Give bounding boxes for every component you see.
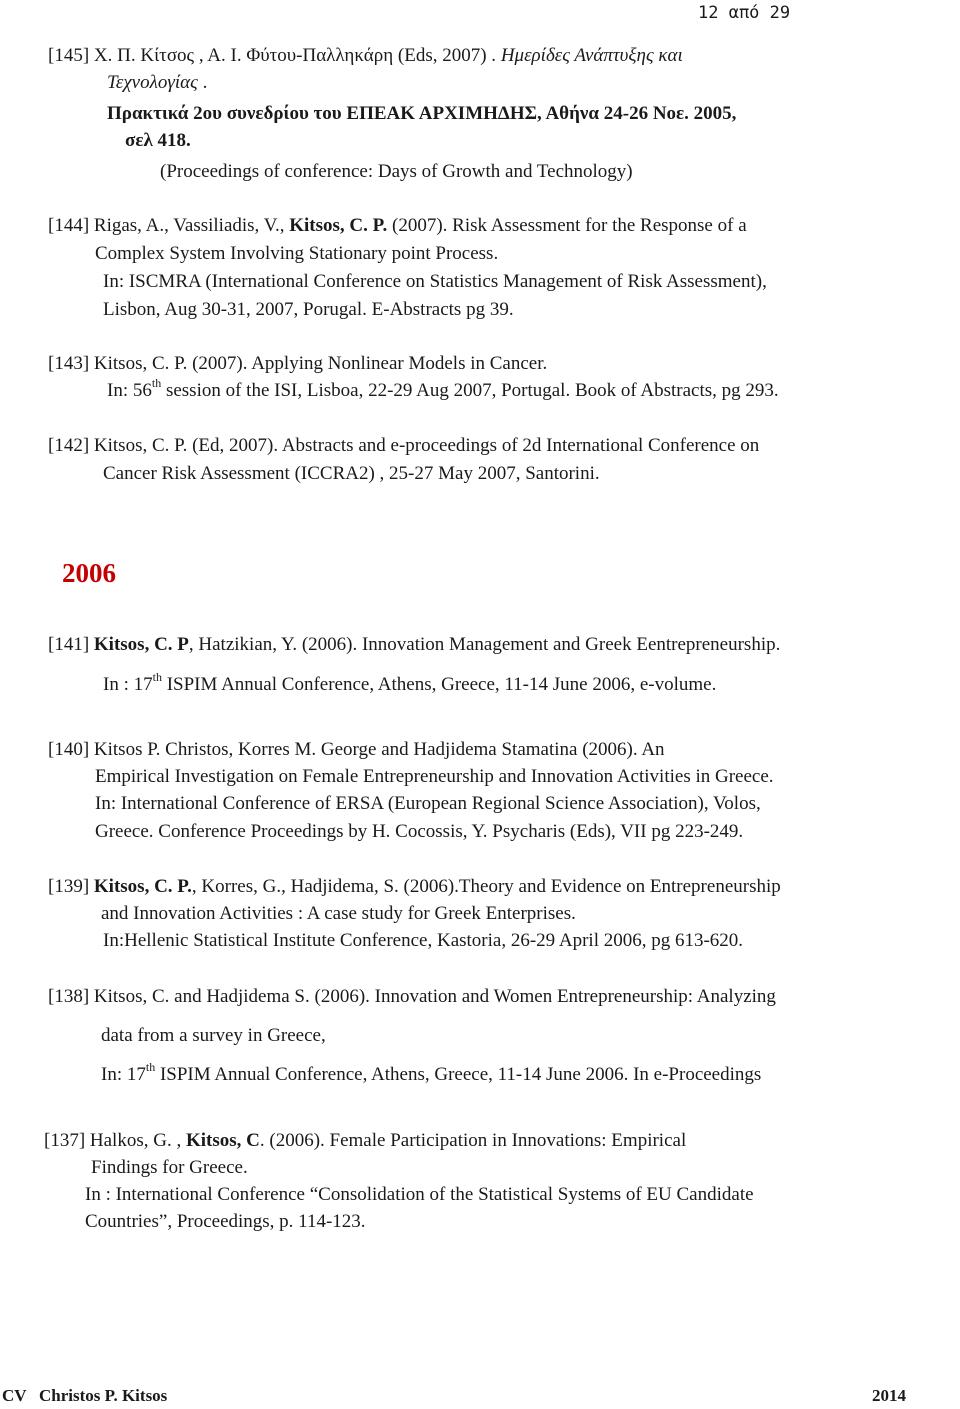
reference-140-line4: Greece. Conference Proceedings by H. Cocossis, Y. Psycharis (Eds), VII pg 223-249. <box>95 821 744 842</box>
ref-number: [139] <box>48 876 90 897</box>
ref-number: [142] <box>48 435 90 456</box>
footer-year: 2014 <box>872 1386 906 1405</box>
ordinal-suffix: th <box>145 1060 156 1074</box>
ref-number: [137] <box>44 1130 86 1151</box>
reference-144 <box>48 212 747 239</box>
reference-137-line4: Countries”, Proceedings, p. 114-123. <box>85 1211 366 1232</box>
ref-text: In: 17 <box>101 1064 146 1085</box>
reference-139-line2: and Innovation Activities : A case study for Greek Enterprises. <box>101 903 576 924</box>
ref-number: [141] <box>48 634 90 655</box>
ref-number: [145] <box>48 45 90 66</box>
footer-name: CV Christos P. Kitsos <box>2 1386 168 1405</box>
reference-142-line2: Cancer Risk Assessment (ICCRA2) , 25-27 May 2007, Santorini. <box>103 463 600 484</box>
reference-139-line3: In:Hellenic Statistical Institute Conference, Kastoria, 26-29 April 2006, pg 613-620. <box>103 930 744 951</box>
ref-text: Kitsos, C. P. (2007). Applying Nonlinear Models in Cancer. <box>93 353 548 374</box>
ref-text: Kitsos, C. and Hadjidema S. (2006). Innovation and Women Entrepreneurship: Analyzing <box>93 986 776 1007</box>
ref-author-highlight: Kitsos, C. P <box>93 634 189 655</box>
reference-140-line2: Empirical Investigation on Female Entrepreneurship and Innovation Activities in Greece. <box>95 766 774 787</box>
ref-number: [138] <box>48 986 90 1007</box>
reference-145 <box>48 42 683 69</box>
ref-text: Kitsos, C. P. (Ed, 2007). Abstracts and e-proceedings of 2d International Conference on <box>93 435 760 456</box>
reference-138-line3 <box>101 1061 761 1088</box>
ref-text: . (2006). Female Participation in Innovations: Empirical <box>259 1130 687 1151</box>
reference-140 <box>48 736 665 763</box>
ref-author-highlight: Kitsos, C. P. <box>289 215 388 236</box>
ref-author-highlight: Kitsos, C. P. <box>93 876 192 897</box>
reference-138 <box>48 983 776 1010</box>
ref-text: session of the ISI, Lisboa, 22-29 Aug 2007, Portugal. Book of Abstracts, pg 293. <box>161 380 779 401</box>
reference-145-line5: (Proceedings of conference: Days of Growth and Technology) <box>160 161 633 182</box>
reference-144-line4: Lisbon, Aug 30-31, 2007, Porugal. E-Abstracts pg 39. <box>103 299 514 320</box>
ref-text: ISPIM Annual Conference, Athens, Greece, 11-14 June 2006. In e-Proceedings <box>155 1064 762 1085</box>
reference-139 <box>48 873 781 900</box>
reference-142 <box>48 432 759 459</box>
ref-number: [143] <box>48 353 90 374</box>
ref-text: , Hatzikian, Y. (2006). Innovation Management and Greek Eentrepreneurship. <box>188 634 781 655</box>
reference-145-line4: σελ 418. <box>125 130 191 151</box>
ordinal-suffix: th <box>152 670 162 684</box>
ordinal-suffix: th <box>151 376 162 390</box>
reference-141-line2 <box>103 671 716 698</box>
ref-title: Ημερίδες Ανάπτυξης και <box>500 45 683 66</box>
reference-144-line3: In: ISCMRA (International Conference on Statistics Management of Risk Assessment), <box>103 271 767 292</box>
ref-text: ISPIM Annual Conference, Athens, Greece, 11-14 June 2006, e-volume. <box>161 674 717 695</box>
reference-143 <box>48 350 547 377</box>
ref-text: Kitsos P. Christos, Korres M. George and Hadjidema Stamatina (2006). An <box>93 739 665 760</box>
reference-143-line2 <box>107 377 779 404</box>
reference-138-line2: data from a survey in Greece, <box>101 1025 326 1046</box>
ref-number: [140] <box>48 739 90 760</box>
reference-137 <box>44 1127 686 1154</box>
ref-text: , Korres, G., Hadjidema, S. (2006).Theory and Evidence on Entrepreneurship <box>191 876 781 897</box>
ref-title-cont: Τεχνολογίας <box>107 72 198 93</box>
ref-authors: Rigas, A., Vassiliadis, V., <box>93 215 290 236</box>
page-number: 12 από 29 <box>698 3 791 23</box>
year-heading: 2006 <box>62 558 116 588</box>
ref-text: In : 17 <box>103 674 153 695</box>
ref-number: [144] <box>48 215 90 236</box>
reference-137-line2: Findings for Greece. <box>91 1157 248 1178</box>
reference-140-line3: In: International Conference of ERSA (European Regional Science Association), Volos, <box>95 793 761 814</box>
ref-text: Halkos, G. , <box>89 1130 186 1151</box>
ref-author-highlight: Kitsos, C <box>185 1130 260 1151</box>
ref-text: In: 56 <box>107 380 152 401</box>
reference-141 <box>48 631 780 658</box>
ref-title-tail: . <box>197 72 208 93</box>
reference-145-line2 <box>107 69 207 96</box>
ref-authors: Χ. Π. Κίτσος , Α. Ι. Φύτου-Παλληκάρη (Eds, 2007) . <box>93 45 497 66</box>
reference-144-line2: Complex System Involving Stationary point Process. <box>95 243 499 264</box>
ref-title: (2007). Risk Assessment for the Response of a <box>387 215 747 236</box>
reference-145-line3: Πρακτικά 2ου συνεδρίου του ΕΠΕΑΚ ΑΡΧΙΜΗΔΗΣ, Αθήνα 24-26 Νοε. 2005, <box>107 103 737 124</box>
reference-137-line3: In : International Conference “Consolidation of the Statistical Systems of EU Candidate <box>85 1184 754 1205</box>
